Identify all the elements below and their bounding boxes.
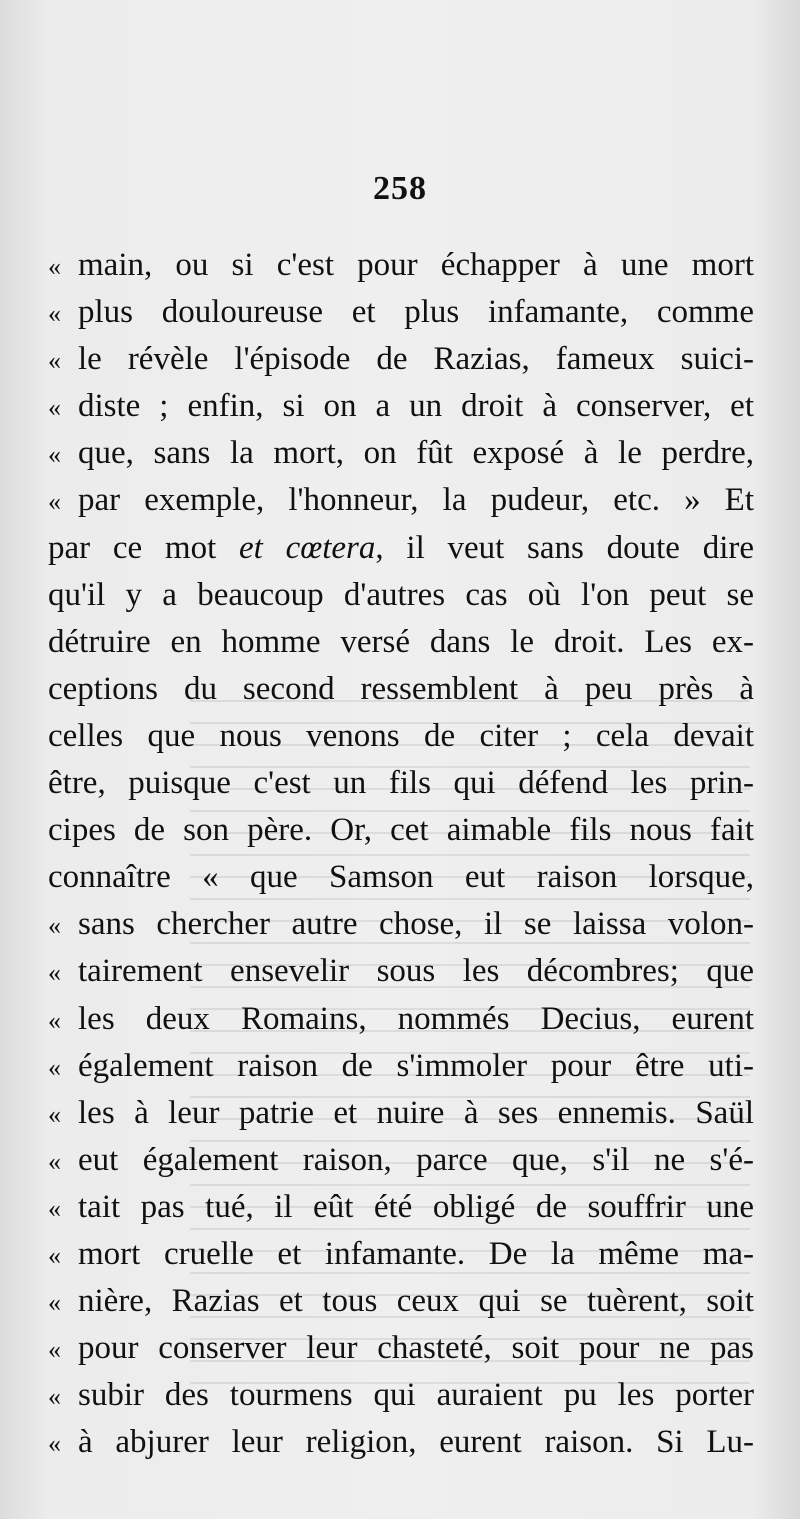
text-line (48, 336, 754, 383)
guillemet: « (48, 1005, 61, 1035)
text-line (48, 996, 754, 1043)
line-text: tait pas tué, il eût été obligé de souffrir une (78, 1188, 754, 1225)
text-line (48, 1231, 754, 1278)
guillemet: « (48, 1193, 61, 1223)
text-line (48, 525, 754, 572)
body-text (48, 242, 754, 1466)
line-text: eut également raison, parce que, s'il ne s'é- (78, 1141, 754, 1178)
line-text: le révèle l'épisode de Razias, fameux suici- (78, 341, 754, 378)
guillemet: « (48, 1288, 61, 1318)
guillemet: « (48, 393, 61, 423)
guillemet: « (48, 252, 61, 281)
text-line (48, 572, 754, 619)
guillemet: « (48, 958, 61, 988)
text-line (48, 619, 754, 666)
line-text: subir des tourmens qui auraient pu les porter (78, 1377, 754, 1414)
line-text: détruire en homme versé dans le droit. Les ex- (48, 623, 754, 660)
line-text: celles que nous venons de citer ; cela devait (48, 717, 754, 754)
text-line (48, 1090, 754, 1137)
text-line (48, 242, 754, 289)
text-line (48, 383, 754, 430)
text-line (48, 289, 754, 336)
line-text: être, puisque c'est un fils qui défend les prin- (48, 765, 754, 802)
line-text: les à leur patrie et nuire à ses ennemis. Saül (78, 1094, 754, 1131)
page-number: 258 (373, 170, 427, 207)
text-line (48, 1278, 754, 1325)
line-text: plus douloureuse et plus infamante, comme (78, 294, 754, 331)
line-text-before: par ce mot (48, 529, 240, 566)
line-text: main, ou si c'est pour échapper à une mort (78, 247, 754, 283)
text-line (48, 1325, 754, 1372)
guillemet: « (48, 1335, 61, 1365)
line-text: connaître « que Samson eut raison lorsque, (48, 859, 754, 896)
line-text: ceptions du second ressemblent à peu près à (48, 670, 754, 707)
guillemet: « (48, 299, 61, 329)
guillemet: « (48, 911, 61, 941)
text-line (48, 666, 754, 713)
text-line (48, 854, 754, 901)
guillemet: « (48, 440, 61, 470)
guillemet: « (48, 346, 61, 376)
line-text: pour conserver leur chasteté, soit pour ne pas (78, 1330, 754, 1367)
line-text: qu'il y a beaucoup d'autres cas où l'on peut se (48, 576, 754, 613)
guillemet: « (48, 1052, 61, 1082)
line-text: également raison de s'immoler pour être uti- (78, 1047, 754, 1084)
text-line (48, 1419, 754, 1466)
text-line (48, 713, 754, 760)
line-text: par exemple, l'honneur, la pudeur, etc. » Et (78, 482, 754, 519)
text-line (48, 948, 754, 995)
text-line (48, 760, 754, 807)
text-line (48, 807, 754, 854)
line-text: diste ; enfin, si on a un droit à conserver, et (78, 388, 754, 425)
guillemet: « (48, 1240, 61, 1270)
guillemet: « (48, 1429, 61, 1459)
line-text: tairement ensevelir sous les décombres; que (78, 953, 754, 990)
text-line (48, 477, 754, 524)
line-text: cipes de son père. Or, cet aimable fils nous fait (48, 812, 754, 849)
text-line (48, 1137, 754, 1184)
line-text: les deux Romains, nommés Decius, eurent (78, 1000, 754, 1037)
italic-phrase: et cœtera (239, 529, 376, 566)
line-text: que, sans la mort, on fût exposé à le perdre, (78, 435, 754, 472)
line-text: nière, Razias et tous ceux qui se tuèrent, soit (78, 1283, 754, 1320)
line-text: sans chercher autre chose, il se laissa volon- (78, 906, 754, 943)
text-line (48, 430, 754, 477)
text-line (48, 901, 754, 948)
line-text: mort cruelle et infamante. De la même ma- (78, 1235, 754, 1272)
text-line (48, 1043, 754, 1090)
text-line (48, 1184, 754, 1231)
line-text: à abjurer leur religion, eurent raison. Si Lu- (78, 1424, 754, 1461)
guillemet: « (48, 1146, 61, 1176)
guillemet: « (48, 1099, 61, 1129)
guillemet: « (48, 1382, 61, 1412)
line-text (48, 525, 754, 572)
guillemet: « (48, 487, 61, 517)
line-text-after: , il veut sans doute dire (375, 529, 754, 566)
text-line (48, 1372, 754, 1419)
